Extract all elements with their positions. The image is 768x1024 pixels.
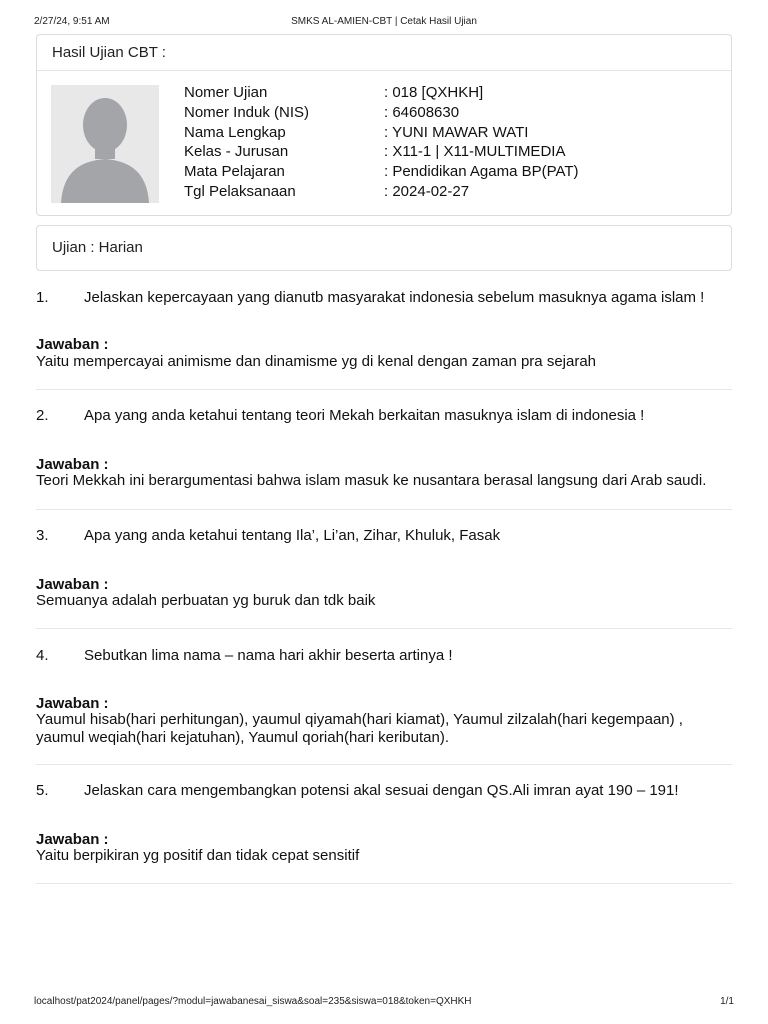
info-label: Nomer Induk (NIS) xyxy=(184,103,310,121)
result-panel-heading: Hasil Ujian CBT : xyxy=(37,35,731,71)
info-row-full-name xyxy=(184,123,579,143)
info-row-class xyxy=(184,142,579,162)
answer-label: Jawaban : xyxy=(36,576,109,593)
divider xyxy=(36,764,732,765)
print-footer xyxy=(34,996,734,1010)
divider xyxy=(36,628,732,629)
info-label: Nomer Ujian xyxy=(184,84,268,101)
divider xyxy=(36,389,732,390)
question-item xyxy=(36,781,732,887)
question-number: 1. xyxy=(36,289,49,306)
answer-label: Jawaban : xyxy=(36,456,109,473)
question-text: Sebutkan lima nama – nama hari akhir beserta artinya ! xyxy=(84,647,453,664)
question-item xyxy=(36,406,732,512)
info-label: Tgl Pelaksanaan xyxy=(184,182,296,200)
info-row-nis xyxy=(184,103,579,123)
question-row xyxy=(36,288,732,308)
question-number: 3. xyxy=(36,527,49,544)
info-row-date xyxy=(184,182,579,202)
info-value: : 018 [QXHKH] xyxy=(384,84,484,101)
question-row xyxy=(36,526,732,546)
question-item xyxy=(36,288,732,392)
question-row xyxy=(36,646,732,666)
print-date: 2/27/24, 9:51 AM xyxy=(34,16,110,27)
answer-text: Yaitu berpikiran yg positif dan tidak cepat sensitif xyxy=(36,847,360,864)
user-silhouette-icon xyxy=(51,85,159,203)
student-info-table xyxy=(184,83,579,202)
info-value: : 2024-02-27 xyxy=(384,182,470,200)
question-item xyxy=(36,526,732,632)
question-number: 2. xyxy=(36,407,49,424)
question-number: 4. xyxy=(36,647,49,664)
answer-text: Teori Mekkah ini berargumentasi bahwa islam masuk ke nusantara berasal langsung dari Arab saudi. xyxy=(36,472,707,489)
result-panel xyxy=(36,34,732,216)
question-row xyxy=(36,406,732,426)
question-text: Apa yang anda ketahui tentang Ila’, Li’an, Zihar, Khuluk, Fasak xyxy=(84,527,501,544)
answer-label: Jawaban : xyxy=(36,695,109,712)
question-row xyxy=(36,781,732,801)
question-text: Apa yang anda ketahui tentang teori Mekah berkaitan masuknya islam di indonesia ! xyxy=(84,407,645,424)
answer-text: Yaumul hisab(hari perhitungan), yaumul qiyamah(hari kiamat), Yaumul zilzalah(hari kegempaan) , yaumul weqiah(hari kejatuhan), Yaumul qoriah(hari keributan). xyxy=(36,711,683,746)
answer-label: Jawaban : xyxy=(36,336,109,353)
exam-type-panel: Ujian : Harian xyxy=(36,225,732,271)
info-value: : YUNI MAWAR WATI xyxy=(384,123,529,141)
question-text: Jelaskan kepercayaan yang dianutb masyarakat indonesia sebelum masuknya agama islam ! xyxy=(84,289,705,306)
divider xyxy=(36,509,732,510)
question-text: Jelaskan cara mengembangkan potensi akal sesuai dengan QS.Ali imran ayat 190 – 191! xyxy=(84,782,679,799)
info-value: : 64608630 xyxy=(384,103,460,121)
info-value: : X11-1 | X11-MULTIMEDIA xyxy=(384,143,566,161)
info-value: : Pendidikan Agama BP(PAT) xyxy=(384,163,579,181)
question-item xyxy=(36,646,732,768)
print-page-title: SMKS AL-AMIEN-CBT | Cetak Hasil Ujian xyxy=(291,16,477,27)
info-row-subject xyxy=(184,162,579,182)
info-label: Kelas - Jurusan xyxy=(184,143,289,161)
info-label: Nama Lengkap xyxy=(184,123,286,141)
print-header xyxy=(34,16,734,30)
question-number: 5. xyxy=(36,782,49,799)
page-number: 1/1 xyxy=(720,996,734,1007)
print-url: localhost/pat2024/panel/pages/?modul=jawabanesai_siswa&soal=235&siswa=018&token=QXHKH xyxy=(34,996,472,1007)
divider xyxy=(36,883,732,884)
info-row-exam-number xyxy=(184,83,579,103)
info-label: Mata Pelajaran xyxy=(184,163,285,181)
answer-label: Jawaban : xyxy=(36,831,109,848)
answer-text: Semuanya adalah perbuatan yg buruk dan tdk baik xyxy=(36,592,376,609)
answer-text: Yaitu mempercayai animisme dan dinamisme yg di kenal dengan zaman pra sejarah xyxy=(36,353,597,370)
